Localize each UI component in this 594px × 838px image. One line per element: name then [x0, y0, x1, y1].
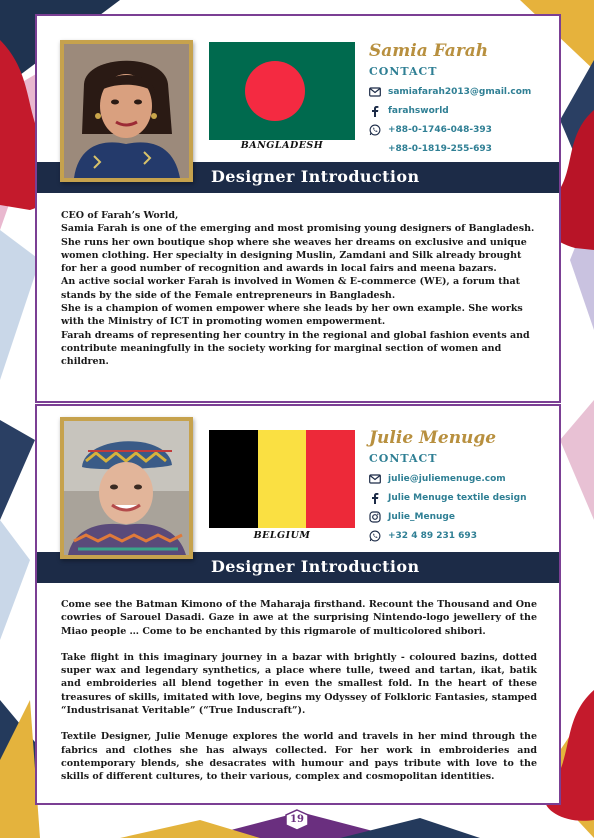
designer-name: Julie Menuge	[369, 428, 497, 448]
contact-phone-1[interactable]: +88-0-1746-048-393	[369, 120, 531, 139]
designer-card-samia-farah	[35, 14, 561, 403]
contact-heading: CONTACT	[369, 452, 438, 465]
page-number: 19	[284, 809, 310, 831]
intro-paragraph: CEO of Farah’s World,	[61, 210, 179, 221]
contact-heading: CONTACT	[369, 65, 438, 78]
instagram-icon	[369, 511, 381, 523]
intro-paragraph: Textile Designer, Julie Menuge explores the world and travels in her mind through the fabrics and clothes she has always collected. For her work in embroideries and contemporary blends, she desacrates with humour and pays tribute with love to the skills of different cultures, to their various, complex and cosmopolitan identities.	[61, 731, 537, 783]
contact-phone[interactable]: +32 4 89 231 693	[369, 526, 526, 545]
designer-introduction	[61, 598, 537, 797]
contact-facebook[interactable]: farahsworld	[369, 101, 531, 120]
country-label: BANGLADESH	[240, 140, 324, 151]
belgium-flag	[209, 430, 355, 528]
designer-name: Samia Farah	[369, 41, 489, 61]
intro-paragraph: She is a champion of women empower where she leads by her own example. She works with the Ministry of ICT in promoting women empowerment.	[61, 303, 523, 328]
contact-block	[369, 427, 526, 545]
contact-instagram[interactable]: Julie_Menuge	[369, 507, 526, 526]
whatsapp-icon	[369, 124, 381, 136]
whatsapp-icon	[369, 530, 381, 542]
country-label: BELGIUM	[253, 530, 311, 541]
designer-photo	[60, 40, 193, 182]
intro-paragraph: Take flight in this imaginary journey in a bazar with brightly - coloured bazins, dotted super wax and legendary synthetics, a place where tulle, tweed and tartan, ikat, batik and embroideries all blend together in even the smallest fold. In the heart of these treasures of skills, imitated with love, begins my Odyssey of Folkloric Fantasies, stamped “Industrisanat Veritable” (“True Induscraft”).	[61, 651, 537, 717]
designer-card-julie-menuge	[35, 404, 561, 805]
section-title: Designer Introduction	[211, 167, 420, 186]
facebook-icon	[369, 492, 381, 504]
contact-phone-2[interactable]: +88-0-1819-255-693	[388, 143, 492, 154]
contact-block	[369, 40, 531, 158]
email-icon	[369, 86, 381, 98]
intro-paragraph: Farah dreams of representing her country in the regional and global fashion events and contribute meaningfully in the society working for marginal section of women and children.	[61, 329, 530, 368]
contact-email[interactable]: julie@juliemenuge.com	[369, 469, 526, 488]
designer-introduction	[61, 209, 537, 369]
facebook-icon	[369, 105, 381, 117]
intro-paragraph: Come see the Batman Kimono of the Maharaja firsthand. Recount the Thousand and One cowries of Sarouel Dasadi. Gaze in awe at the surprising Nintendo-logo jewellery of the Miao people … Come to be enchanted by this rigmarole of multicolored shibori.	[61, 599, 537, 637]
contact-facebook[interactable]: Julie Menuge textile design	[369, 488, 526, 507]
email-icon	[369, 473, 381, 485]
designer-photo	[60, 417, 193, 559]
intro-paragraph: An active social worker Farah is involved in Women & E-commerce (WE), a forum that stands by the side of the Female entrepreneurs in Bangladesh.	[61, 276, 521, 301]
intro-paragraph: Samia Farah is one of the emerging and most promising young designers of Bangladesh. She runs her own boutique shop where she weaves her dreams on exclusive and unique women clothing. Her specialty in designing Muslin, Zamdani and Silk already brought for her a good number of recognition and awards in local fairs and meena bazars.	[61, 223, 535, 275]
section-title: Designer Introduction	[211, 557, 420, 576]
bangladesh-flag	[209, 42, 355, 140]
contact-email[interactable]: samiafarah2013@gmail.com	[369, 82, 531, 101]
